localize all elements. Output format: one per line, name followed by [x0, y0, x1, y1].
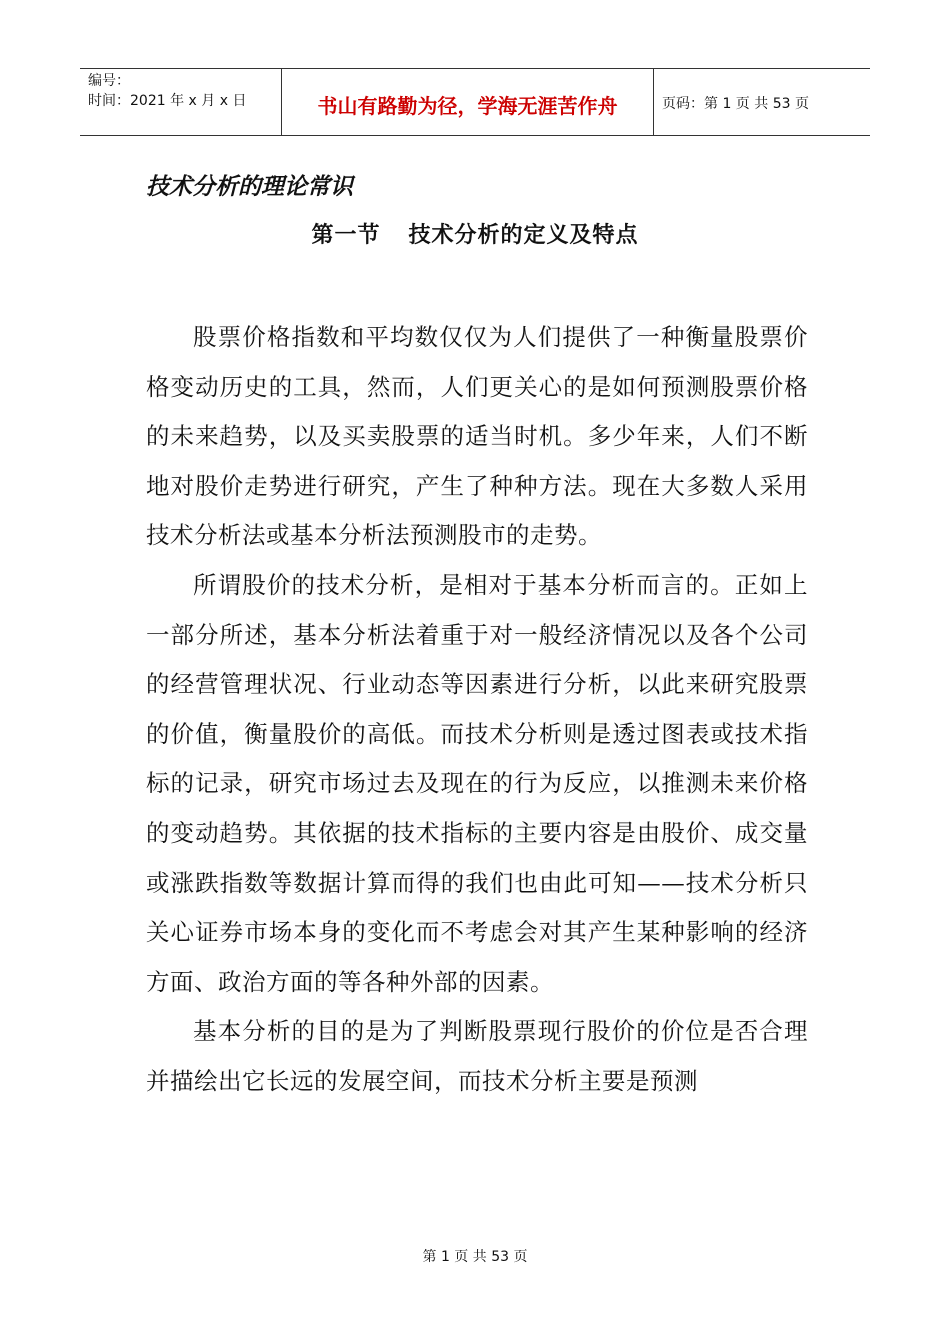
body-text — [146, 313, 808, 1107]
header-motto: 书山有路勤为径，学海无涯苦作舟 — [317, 93, 618, 118]
page-footer: 第 1 页 共 53 页 — [422, 1249, 528, 1265]
paragraph: 股票价格指数和平均数仅仅为人们提供了一种衡量股票价格变动历史的工具，然而，人们更关心的是如何预测股票价格的未来趋势，以及买卖股票的适当时机。多少年来，人们不断地对股价走势进行研究，产生了种种方法。现在大多数人采用技术分析法或基本分析法预测股市的走势。 — [146, 323, 808, 550]
header-motto-cell — [282, 69, 654, 135]
document-number-label: 编号： — [88, 73, 130, 89]
section-title — [0, 218, 950, 249]
header-page-cell — [654, 69, 870, 135]
document-title: 技术分析的理论常识 — [146, 174, 353, 200]
section-name: 技术分析的定义及特点 — [408, 223, 639, 248]
header-table — [80, 68, 870, 136]
header-page-info: 页码：第 1 页 共 53 页 — [662, 96, 809, 112]
paragraph: 所谓股价的技术分析，是相对于基本分析而言的。正如上一部分所述，基本分析法着重于对一般经济情况以及各个公司的经营管理状况、行业动态等因素进行分析，以此来研究股票的价值，衡量股价的高低。而技术分析则是透过图表或技术指标的记录，研究市场过去及现在的行为反应，以推测未来价格的变动趋势。其依据的技术指标的主要内容是由股价、成交量或涨跌指数等数据计算而得的我们也由此可知——技术分析只关心证券市场本身的变化而不考虑会对其产生某种影响的经济方面、政治方面的等各种外部的因素。 — [146, 570, 808, 996]
paragraph: 基本分析的目的是为了判断股票现行股价的价位是否合理并描绘出它长远的发展空间，而技术分析主要是预测 — [146, 1017, 808, 1095]
document-date-label: 时间：2021 年 x 月 x 日 — [88, 93, 247, 109]
header-meta-cell — [80, 69, 282, 135]
section-number: 第一节 — [311, 223, 381, 248]
